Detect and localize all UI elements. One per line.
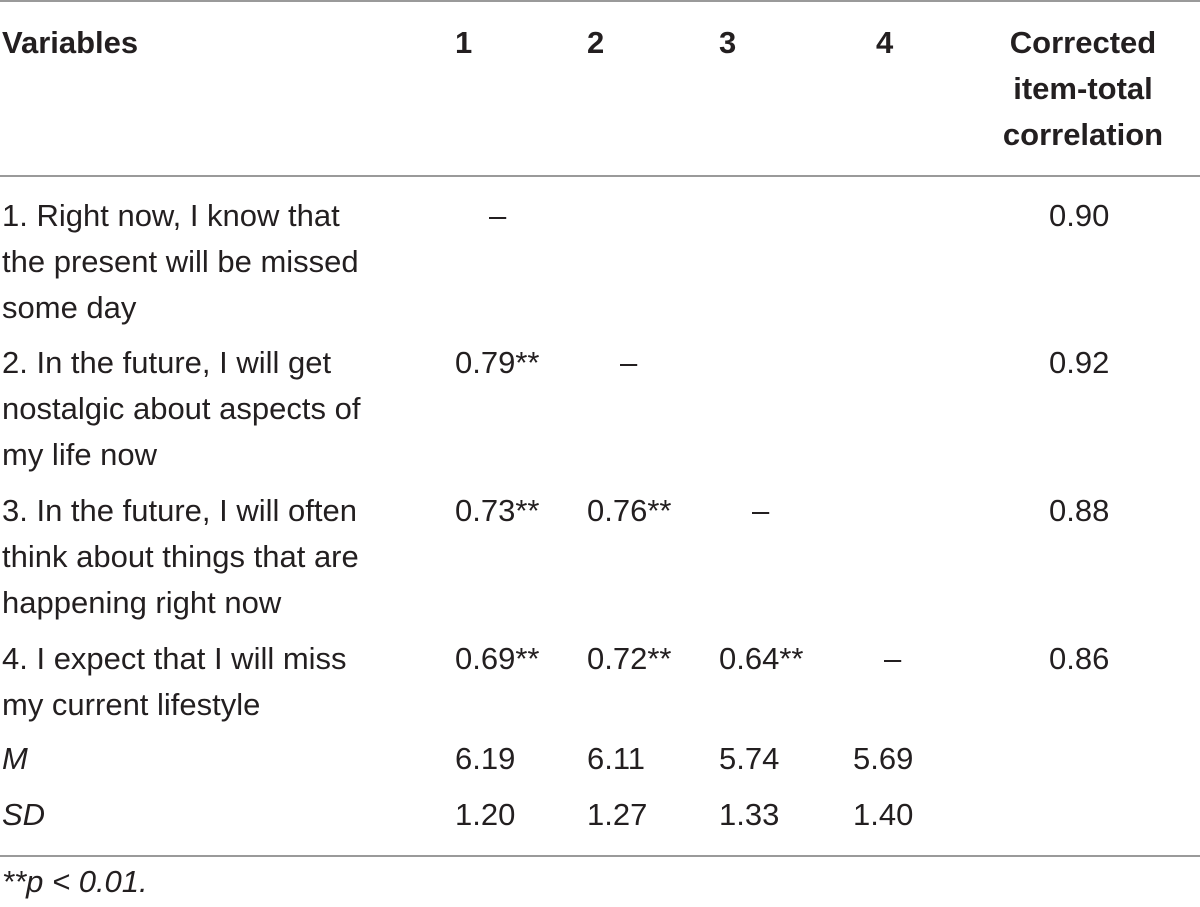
label-line: the present will be missed xyxy=(2,244,359,279)
header-rule xyxy=(0,175,1200,177)
row-2-corrected: 0.92 xyxy=(1049,345,1110,380)
header-corrected-item-total xyxy=(985,20,1181,158)
label-line: 3. In the future, I will often xyxy=(2,493,357,528)
row-4-col-2: 0.72** xyxy=(587,641,672,676)
row-sd-col-1: 1.20 xyxy=(455,797,516,832)
header-ci-line: correlation xyxy=(1002,117,1164,152)
row-sd-col-2: 1.27 xyxy=(587,797,648,832)
header-col-4: 4 xyxy=(876,25,894,60)
row-sd-col-3: 1.33 xyxy=(719,797,780,832)
row-mean-col-4: 5.69 xyxy=(853,741,914,776)
row-1-col-1: – xyxy=(489,198,507,233)
row-3-label xyxy=(2,488,402,626)
row-1-corrected: 0.90 xyxy=(1049,198,1110,233)
row-3-col-3: – xyxy=(752,493,770,528)
label-line: 2. In the future, I will get xyxy=(2,345,332,380)
row-2-col-2: – xyxy=(620,345,638,380)
header-col-2: 2 xyxy=(587,25,605,60)
table-footnote: **p < 0.01. xyxy=(2,864,148,899)
row-2-col-1: 0.79** xyxy=(455,345,540,380)
row-4-col-4: – xyxy=(884,641,902,676)
header-col-3: 3 xyxy=(719,25,737,60)
row-mean-col-1: 6.19 xyxy=(455,741,516,776)
label-line: 1. Right now, I know that xyxy=(2,198,340,233)
label-line: 4. I expect that I will miss xyxy=(2,641,347,676)
row-4-corrected: 0.86 xyxy=(1049,641,1110,676)
label-line: think about things that are xyxy=(2,539,359,574)
label-line: some day xyxy=(2,290,137,325)
row-sd-label: SD xyxy=(2,797,46,832)
row-mean-col-2: 6.11 xyxy=(587,741,646,776)
row-3-col-1: 0.73** xyxy=(455,493,540,528)
header-variables: Variables xyxy=(2,25,139,60)
row-sd-col-4: 1.40 xyxy=(853,797,914,832)
row-4-col-3: 0.64** xyxy=(719,641,804,676)
label-line: my current lifestyle xyxy=(2,687,261,722)
row-3-col-2: 0.76** xyxy=(587,493,672,528)
row-3-corrected: 0.88 xyxy=(1049,493,1110,528)
header-ci-line: Corrected xyxy=(1009,25,1157,60)
row-mean-label: M xyxy=(2,741,28,776)
row-1-label xyxy=(2,193,402,331)
label-line: happening right now xyxy=(2,585,282,620)
bottom-rule xyxy=(0,855,1200,857)
label-line: nostalgic about aspects of xyxy=(2,391,361,426)
row-4-label xyxy=(2,636,402,728)
row-4-col-1: 0.69** xyxy=(455,641,540,676)
label-line: my life now xyxy=(2,437,158,472)
header-ci-line: item-total xyxy=(1013,71,1153,106)
top-rule xyxy=(0,0,1200,2)
row-2-label xyxy=(2,340,402,478)
header-col-1: 1 xyxy=(455,25,473,60)
row-mean-col-3: 5.74 xyxy=(719,741,780,776)
